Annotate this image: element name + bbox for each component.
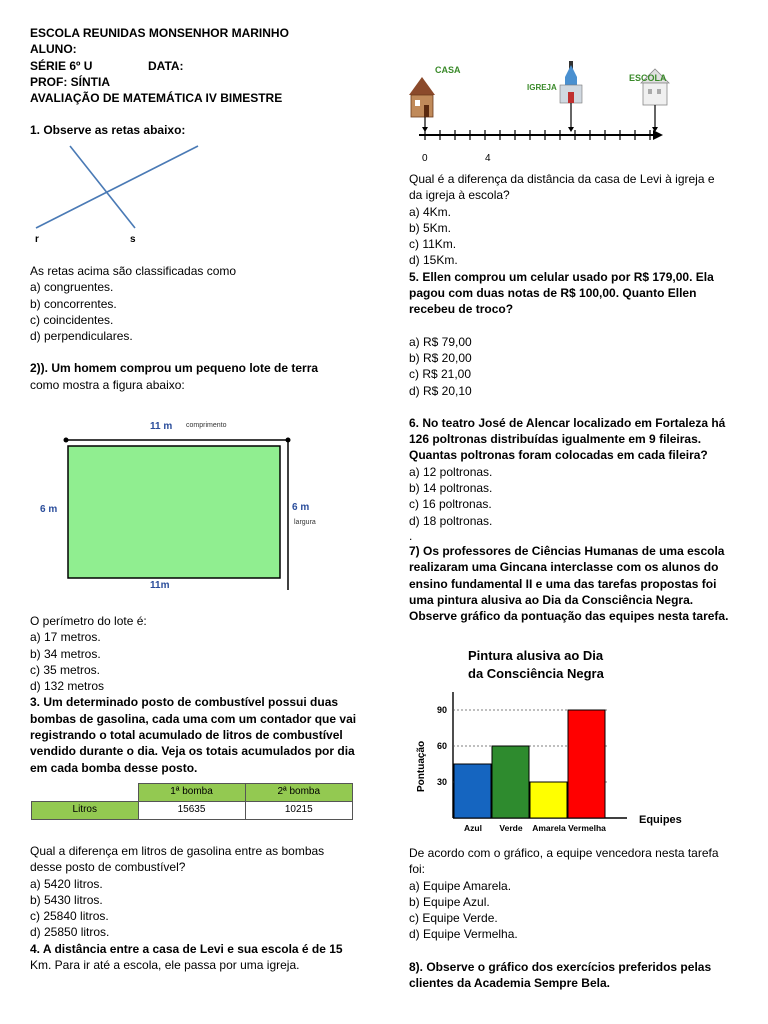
y-tick-label: 90 — [436, 705, 447, 715]
chart-marks — [437, 692, 627, 833]
pump-1-value: 15635 — [138, 802, 245, 820]
top-length: 11 m — [150, 421, 173, 432]
q7-line-1: 7) Os professores de Ciências Humanas de uma escola — [409, 543, 725, 558]
q1-option-b[interactable]: b) concorrentes. — [30, 296, 117, 311]
q3-answers — [30, 843, 365, 973]
q3-line-5: em cada bomba desse posto. — [30, 760, 198, 775]
q7-option-c[interactable]: c) Equipe Verde. — [409, 911, 498, 926]
q6-option-c[interactable]: c) 16 poltronas. — [409, 497, 492, 512]
q7-line-3: ensino fundamental II e uma das tarefas propostas foi — [409, 576, 717, 591]
casa-label: CASA — [435, 65, 461, 75]
litros-label: Litros — [32, 802, 139, 820]
q5-line-2: pagou com duas notas de R$ 100,00. Quanto Ellen — [409, 286, 697, 301]
q3-pump-table — [31, 783, 353, 820]
q2-title-2: como mostra a figura abaixo: — [30, 377, 185, 392]
q8-line-1: 8). Observe o gráfico dos exercícios preferidos pelas — [409, 959, 712, 974]
q5-option-a[interactable]: a) R$ 79,00 — [409, 334, 472, 349]
q4-number-line-figure — [405, 55, 670, 167]
bottom-length: 11m — [150, 580, 170, 591]
igreja-label: IGREJA — [527, 83, 557, 92]
q7-question-2: foi: — [409, 862, 426, 877]
data-label: DATA: — [148, 58, 184, 73]
q1-text: As retas acima são classificadas como — [30, 264, 237, 278]
q2-option-a[interactable]: a) 17 metros. — [30, 630, 101, 645]
q6-option-b[interactable]: b) 14 poltronas. — [409, 481, 493, 496]
q5-option-d[interactable]: d) R$ 20,10 — [409, 383, 472, 398]
q7-line-4: uma pintura alusiva ao Dia da Consciência Negra. — [409, 592, 694, 607]
left-width: 6 m — [40, 504, 58, 515]
q4-option-c[interactable]: c) 11Km. — [409, 237, 457, 252]
church-icon — [560, 61, 582, 103]
q4-option-d[interactable]: d) 15Km. — [409, 253, 458, 268]
q4-option-a[interactable]: a) 4Km. — [409, 204, 452, 219]
q4-line-2: Km. Para ir até a escola, ele passa por uma igreja. — [30, 958, 300, 973]
q3-line-3: registrando o total acumulado de litros de combustível — [30, 728, 343, 743]
x-tick-label: Vermelha — [568, 823, 606, 833]
x-tick-label: Amarela — [532, 823, 566, 833]
aluno-label: ALUNO: — [30, 42, 77, 57]
top-length-label: comprimento — [186, 422, 227, 429]
x-tick-label: Verde — [499, 823, 523, 833]
q3-option-a[interactable]: a) 5420 litros. — [30, 876, 103, 891]
q4-question-1: Qual é a diferença da distância da casa de Levi à igreja e — [409, 172, 715, 186]
label-r: r — [35, 234, 39, 245]
q6-option-a[interactable]: a) 12 poltronas. — [409, 464, 493, 479]
tick-4-label: 4 — [485, 153, 491, 164]
pump-1-header: 1ª bomba — [138, 784, 245, 802]
left-column — [30, 25, 365, 139]
q2-lot-figure — [30, 412, 340, 592]
chart-xlabel: Equipes — [639, 814, 682, 826]
q3-line-1: 3. Um determinado posto de combustível possui duas — [30, 695, 339, 710]
q3-question-2: desse posto de combustível? — [30, 860, 186, 875]
q6-option-d[interactable]: d) 18 poltronas. — [409, 513, 493, 528]
pump-2-header: 2ª bomba — [245, 784, 353, 802]
label-s: s — [130, 234, 136, 245]
q1-option-d[interactable]: d) perpendiculares. — [30, 329, 133, 344]
q6-line-2: 126 poltronas distribuídas igualmente em 9 fileiras. — [409, 432, 702, 447]
q6-line-3: Quantas poltronas foram colocadas em cada fileira? — [409, 448, 708, 463]
q3-line-4: vendido durante o dia. Veja os totais acumulados por dia — [30, 744, 355, 759]
q2-option-c[interactable]: c) 35 metros. — [30, 662, 101, 677]
q2-title-1: 2)). Um homem comprou um pequeno lote de terra — [30, 361, 319, 376]
q1-answers — [30, 263, 365, 393]
q5-option-b[interactable]: b) R$ 20,00 — [409, 350, 472, 365]
y-tick-label: 30 — [436, 777, 447, 787]
q7-bar-chart — [405, 640, 705, 840]
line-r — [36, 146, 198, 228]
q3-option-d[interactable]: d) 25850 litros. — [30, 925, 110, 940]
q2-option-b[interactable]: b) 34 metros. — [30, 646, 101, 661]
avaliacao-title: AVALIAÇÃO DE MATEMÁTICA IV BIMESTRE — [30, 91, 283, 106]
x-tick-label: Azul — [464, 823, 482, 833]
chart-ylabel: Pontuação — [416, 740, 427, 792]
right-width: 6 m — [292, 502, 310, 513]
right-column-lower — [409, 845, 749, 991]
q3-question-1: Qual a diferença em litros de gasolina entre as bombas — [30, 844, 325, 858]
q5-line-1: 5. Ellen comprou um celular usado por R$ 179,00. Ela — [409, 269, 714, 284]
q4-line-1: 4. A distância entre a casa de Levi e sua escola é de 15 — [30, 941, 343, 956]
axis-arrow — [653, 130, 663, 140]
q4-question-2: da igreja à escola? — [409, 188, 510, 203]
bar-amarela — [530, 782, 567, 818]
school-name: ESCOLA REUNIDAS MONSENHOR MARINHO — [30, 26, 289, 40]
q5-option-c[interactable]: c) R$ 21,00 — [409, 367, 472, 382]
q7-option-b[interactable]: b) Equipe Azul. — [409, 894, 490, 909]
line-s — [70, 146, 135, 228]
q6-dot: . — [409, 528, 413, 543]
q1-title: 1. Observe as retas abaixo: — [30, 123, 186, 138]
q1-option-c[interactable]: c) coincidentes. — [30, 312, 114, 327]
prof-label: PROF: SÍNTIA — [30, 74, 110, 89]
y-tick-label: 60 — [436, 741, 447, 751]
serie-label: SÉRIE 6º U — [30, 58, 93, 73]
q7-option-d[interactable]: d) Equipe Vermelha. — [409, 927, 518, 942]
pump-2-value: 10215 — [245, 802, 353, 820]
right-width-label: largura — [294, 519, 316, 526]
house-icon — [409, 77, 435, 117]
q3-line-2: bombas de gasolina, cada uma com um contador que vai — [30, 711, 357, 726]
q8-line-2: clientes da Academia Sempre Bela. — [409, 976, 610, 991]
serie-line — [30, 58, 365, 74]
q7-question-1: De acordo com o gráfico, a equipe vencedora nesta tarefa — [409, 846, 719, 860]
q1-lines-figure — [30, 140, 200, 250]
q2-answers — [30, 613, 365, 776]
right-column-upper — [409, 171, 749, 624]
q1-option-a[interactable]: a) congruentes. — [30, 280, 114, 295]
bar-verde — [492, 746, 529, 818]
chart-title-2: da Consciência Negra — [468, 666, 604, 681]
chart-title-1: Pintura alusiva ao Dia — [468, 648, 604, 663]
q6-line-1: 6. No teatro José de Alencar localizado em Fortaleza há — [409, 415, 726, 430]
q2-text: O perímetro do lote é: — [30, 614, 147, 628]
q4-option-b[interactable]: b) 5Km. — [409, 220, 452, 235]
q7-line-2: realizaram uma Gincana interclasse com os alunos do — [409, 560, 719, 575]
q3-option-c[interactable]: c) 25840 litros. — [30, 909, 109, 924]
bar-vermelha — [568, 710, 605, 818]
q7-line-5: Observe gráfico da pontuação das equipes nesta tarefa. — [409, 609, 729, 624]
escola-label: ESCOLA — [629, 73, 667, 83]
q2-option-d[interactable]: d) 132 metros — [30, 679, 105, 694]
bar-azul — [454, 764, 491, 818]
q3-option-b[interactable]: b) 5430 litros. — [30, 892, 103, 907]
lot-rectangle — [68, 446, 280, 578]
tick-0-label: 0 — [422, 153, 428, 164]
q5-line-3: recebeu de troco? — [409, 302, 514, 317]
q7-option-a[interactable]: a) Equipe Amarela. — [409, 878, 512, 893]
